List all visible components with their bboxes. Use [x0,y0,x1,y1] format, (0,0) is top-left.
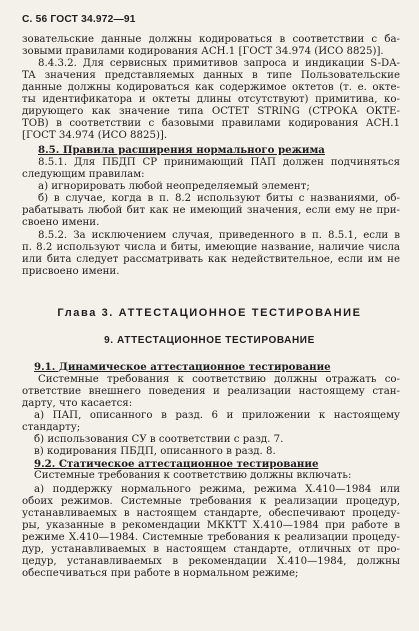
text-line: 8.5.1. Для ПБДП СР принимающий ПАП должен подчиняться [38,157,400,168]
text-line: дарту, что касается: [22,398,133,409]
page-header: С. 56 ГОСТ 34.972—91 [22,14,136,25]
text-line: или бита следует рассматривать как недействительное, если им не [22,254,400,265]
text-line: п. 8.2 используют числа и биты, имеющие название, наличие числа [22,242,400,253]
text-line: устанавливаемых в настоящем стандарте, обеспечивают процеду- [22,508,400,519]
text-line: зовыми правилами кодирования АСН.1 [ГОСТ 34.974 (ИСО 8825)]. [22,46,384,57]
section-heading: 8.5. Правила расширения нормального режима [38,144,325,156]
text-line: TA значения представляемых данных в типе Пользовательские [22,70,400,81]
text-line: Системные требования к соответствию должны включать: [34,470,352,481]
chapter-title: Глава 3. АТТЕСТАЦИОННОЕ ТЕСТИРОВАНИЕ [57,307,362,319]
text-line: 8.5.2. За исключением случая, приведенного в п. 8.5.1, если в [38,230,400,241]
text-line: ты идентификатора и октеты длины отсутствуют) примитива, ко- [22,94,400,105]
text-line: присвоено имени. [22,266,120,277]
text-line: режиме Х.410—1984. Системные требования к реализации процеду- [22,532,400,543]
text-line: Системные требования к соответствию должны отражать со- [38,374,400,385]
text-line: 8.4.3.2. Для сервисных примитивов запроса и индикации S-DA- [38,58,400,69]
text-line: данные должны кодироваться как содержимое октетов (т. е. окте- [22,82,400,93]
text-line: следующим правилам: [22,169,145,180]
text-line: обоих режимов. Системные требования к реализации процедур, [22,496,400,507]
list-item: б) использования СУ в соответствии с разд. 7. [34,434,284,445]
list-item: б) в случае, когда в п. 8.2 используют биты с названиями, об- [38,193,400,204]
section-title: 9. АТТЕСТАЦИОННОЕ ТЕСТИРОВАНИЕ [104,335,315,346]
subsection-heading: 9.2. Статическое аттестационное тестирование [34,458,319,470]
text-line: своено имени. [22,217,100,228]
text-line: дур, устанавливаемых в настоящем стандарте, отличных от про- [22,544,400,555]
text-line: зовательские данные должны кодироваться в соответствии с ба- [22,34,400,45]
text-line: цедур, устанавливаемых в рекомендации Х.410—1984, должны [22,556,400,567]
text-line: обеспечиваться при работе в нормальном режиме; [22,568,299,579]
text-line: стандарту; [22,422,81,433]
text-line: ответствие внешнего поведения и реализации настоящему стан- [22,386,400,397]
text-line: ТОВ) в соответствии с базовыми правилами кодирования АСН.1 [22,118,400,129]
list-item: в) кодирования ПБДП, описанного в разд. 8. [34,446,276,457]
list-item: а) ПАП, описанного в разд. 6 и приложении к настоящему [34,410,400,421]
text-line: [ГОСТ 34.974 (ИСО 8825)]. [22,130,168,141]
subsection-heading: 9.1. Динамическое аттестационное тестирование [34,361,331,373]
text-line: ры, указанные в рекомендации МККТТ Х.410—1984 при работе в [22,520,400,531]
list-item: а) игнорировать любой неопределяемый элемент; [38,181,310,192]
text-line: рабатывать любой бит как не имеющий значения, если ему не при- [22,205,400,216]
text-line: дирующего как значение типа OCTET STRING (СТРОКА ОКТЕ- [22,106,400,117]
list-item: а) поддержку нормального режима, режима Х.410—1984 или [34,484,400,495]
